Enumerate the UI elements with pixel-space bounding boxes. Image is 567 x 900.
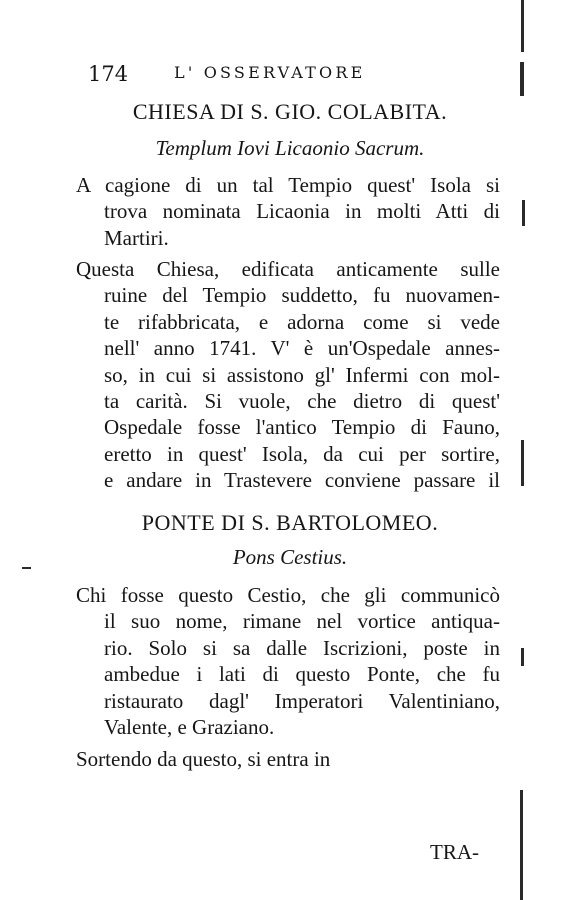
text-line: ambedue i lati di questo Ponte, che fu (104, 662, 500, 687)
text-line: Ospedale fosse l'antico Tempio di Fauno, (104, 415, 500, 440)
margin-speck (22, 567, 31, 569)
text-line: e andare in Trastevere conviene passare il (104, 468, 500, 493)
text-line: Martiri. (104, 225, 169, 250)
catchword: TRA- (430, 840, 479, 864)
text-line: eretto in quest' Isola, da cui per sortire, (104, 441, 500, 466)
section-title-chiesa: CHIESA DI S. GIO. COLABITA. (132, 99, 448, 124)
text-line: ristaurato dagl' Imperatori Valentiniano, (104, 688, 500, 713)
paragraph-licaonia (76, 172, 500, 251)
running-head: L' OSSERVATORE (174, 63, 366, 82)
paragraph-sortendo (76, 746, 500, 772)
text-line: Sortendo da questo, si entra in (76, 747, 331, 771)
binding-edge-mark (522, 200, 525, 226)
page-header (88, 62, 518, 86)
paragraph-questa-chiesa (76, 256, 500, 494)
section-subtitle-ponte: Pons Cestius. (232, 545, 348, 569)
text-line: trova nominata Licaonia in molti Atti di (104, 199, 500, 224)
binding-edge-mark (521, 0, 524, 52)
text-line: Valente, e Graziano. (104, 715, 275, 740)
text-line: so, in cui si assistono gl' Infermi con mol- (104, 362, 500, 387)
text-line: il suo nome, rimane nel vortice antiqua- (104, 609, 500, 634)
text-line: Chi fosse questo Cestio, che gli communicò (76, 583, 500, 607)
text-line: ruine del Tempio suddetto, fu nuovamen- (104, 283, 500, 308)
binding-edge-mark (521, 648, 524, 666)
text-line: Questa Chiesa, edificata anticamente sulle (76, 257, 500, 281)
binding-edge-mark (520, 62, 524, 96)
paragraph-cestio (76, 582, 500, 740)
text-line: te rifabbricata, e adorna come si vede (104, 309, 500, 334)
section-title-ponte: PONTE DI S. BARTOLOMEO. (141, 510, 439, 535)
text-line: A cagione di un tal Tempio quest' Isola si (76, 173, 500, 197)
binding-edge-mark (520, 790, 523, 900)
page-number: 174 (88, 62, 129, 86)
binding-edge-mark (521, 440, 524, 486)
section-subtitle-chiesa: Templum Iovi Licaonio Sacrum. (155, 136, 425, 160)
text-line: ta carità. Si vuole, che dietro di quest' (104, 389, 500, 414)
text-line: nell' anno 1741. V' è un'Ospedale annes- (104, 336, 500, 361)
text-line: rio. Solo si sa dalle Iscrizioni, poste in (104, 635, 500, 660)
